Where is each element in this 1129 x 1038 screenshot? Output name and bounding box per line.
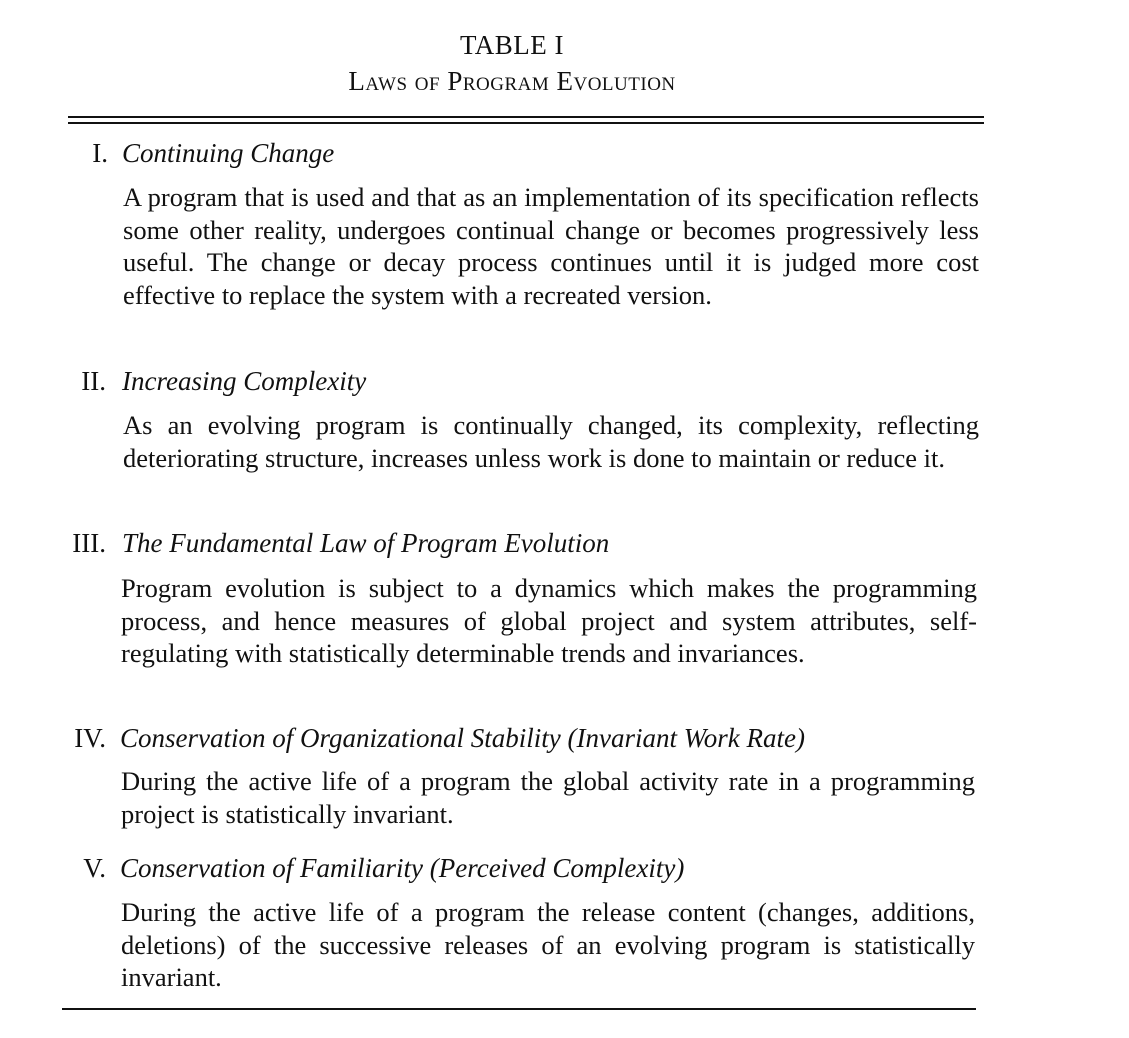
- law-text: As an evolving program is continually changed, its complexity, reflecting deteriorating structure, increases unless work is done to maintain or reduce it.: [123, 410, 979, 473]
- law-text: During the active life of a program the release content (changes, additions, deletions) of the successive releases of an evolving program is statistically invariant.: [121, 897, 975, 993]
- law-text: During the active life of a program the global activity rate in a programming project is statistically invariant.: [121, 766, 975, 829]
- law-numeral: III.: [72, 528, 106, 558]
- law-title: Conservation of Organizational Stability (Invariant Work Rate): [120, 723, 805, 753]
- law-title: Continuing Change: [122, 138, 335, 168]
- law-text: Program evolution is subject to a dynamics which makes the programming process, and hence measures of global project and system attributes, self-regulating with statistically determinable trends and invariances.: [121, 573, 977, 669]
- law-title: Increasing Complexity: [122, 366, 367, 396]
- double-rule-divider: [68, 116, 984, 124]
- law-numeral: V.: [83, 853, 106, 883]
- law-text: A program that is used and that as an implementation of its specification reflects some other reality, undergoes continual change or becomes progressively less useful. The change or decay process continues until it is judged more cost effective to replace the system with a recreated version.: [123, 182, 979, 310]
- law-title: Conservation of Familiarity (Perceived Complexity): [120, 853, 685, 883]
- table-subtitle: Laws of Program Evolution: [348, 66, 676, 96]
- law-title: The Fundamental Law of Program Evolution: [122, 528, 610, 558]
- table-title: TABLE I: [459, 30, 565, 60]
- law-numeral: IV.: [74, 723, 106, 753]
- bottom-rule-divider: [62, 1008, 976, 1010]
- law-numeral: I.: [92, 138, 108, 168]
- law-numeral: II.: [81, 366, 106, 396]
